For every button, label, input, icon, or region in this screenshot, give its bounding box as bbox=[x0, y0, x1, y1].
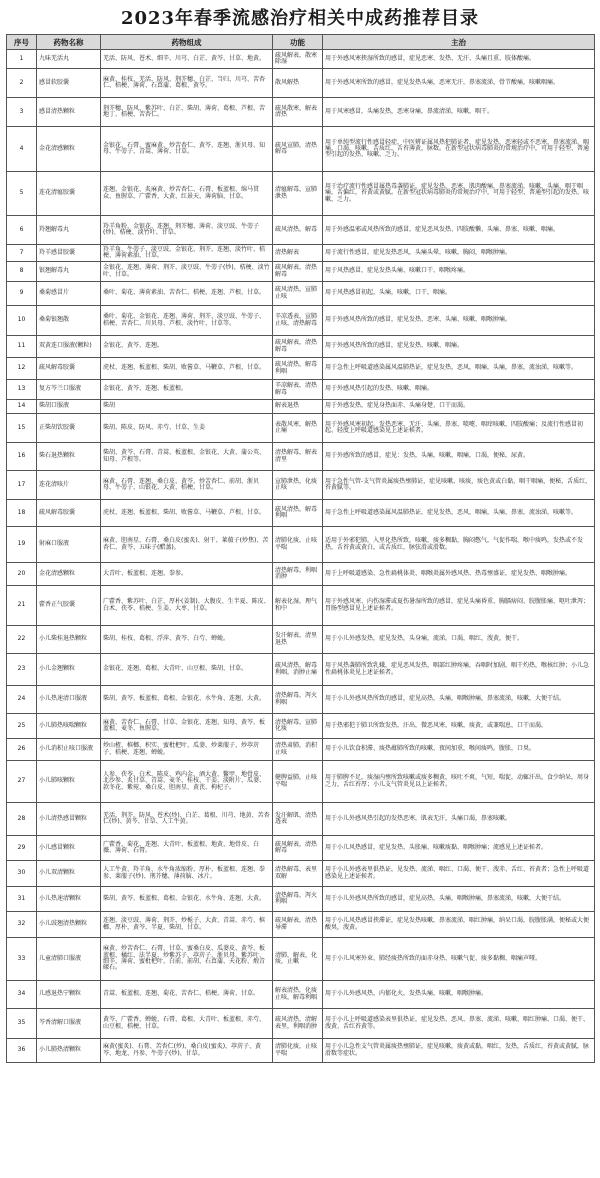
cell-function: 清瘟解毒，宣肺泄热 bbox=[273, 172, 323, 216]
cell-function: 表散风寒，解热止痛 bbox=[273, 414, 323, 443]
cell-indication: 用于小儿饮食积滞、痰热蕴肺所致的咳嗽、夜间加重，喉间痰鸣，腹胀，口臭。 bbox=[323, 739, 595, 761]
cell-composition: 广藿香、紫苏叶、白芷、厚朴(姜制)、大腹皮、生半夏、陈皮、白术、茯苓、桔梗、生姜、大枣、甘草。 bbox=[101, 586, 273, 626]
drug-table bbox=[6, 34, 595, 1063]
cell-function: 疏风清热，宣肺止咳 bbox=[273, 282, 323, 306]
cell-indication: 用于小儿外感风热所致的感冒，症见高热，头痛，咽喉肿痛，鼻塞流涕，咳嗽，大便干结。 bbox=[323, 686, 595, 714]
cell-name: 正柴胡饮胶囊 bbox=[37, 414, 101, 443]
cell-name: 九味羌活丸 bbox=[37, 50, 101, 69]
cell-indication: 用于小儿风热感冒，症见发热、头胀痛、咳嗽痰黏、咽喉肿痛；流感见上述证候者。 bbox=[323, 836, 595, 861]
cell-indication: 用于风热感冒初起，头痛，咳嗽，口干，咽痛。 bbox=[323, 282, 595, 306]
cell-indication: 用于治疗流行性感冒属热毒袭肺证，症见发热，恶寒，肌肉酸痛，鼻塞流涕，咳嗽，头痛，咽干咽痛，舌偏红，苔黄或黄腻。在新型冠状病毒肺炎的常规治疗中，可用于轻型、普通型引起的发热、咳嗽、乏力。 bbox=[323, 172, 595, 216]
cell-function: 清肺化痰，止咳平喘 bbox=[273, 527, 323, 563]
cell-no: 16 bbox=[7, 443, 37, 471]
cell-function: 疏风解表，清热解毒 bbox=[273, 336, 323, 358]
cell-indication: 用于外感风寒挟湿所致的感冒，症见恶寒、发热、无汗、头痛且重、肢体酸痛。 bbox=[323, 50, 595, 69]
table-row bbox=[7, 358, 595, 380]
table-row bbox=[7, 1009, 595, 1039]
cell-no: 29 bbox=[7, 836, 37, 861]
cell-name: 儿感退热宁颗粒 bbox=[37, 981, 101, 1009]
cell-composition: 人工牛黄、羚羊角、水牛角浓缩粉、厚朴、板蓝根、连翘、拳参、莱菔子(炒)、荆芥穗、薄荷脑、冰片。 bbox=[101, 861, 273, 887]
cell-no: 24 bbox=[7, 686, 37, 714]
header-function: 功能 bbox=[273, 35, 323, 50]
cell-function: 清肺化痰，止咳平喘 bbox=[273, 1039, 323, 1063]
cell-no: 23 bbox=[7, 654, 37, 686]
cell-indication: 用于小儿外感表里俱热证，见发热、流涕、咽红、口渴、便干、溲赤、舌红、苔黄者；急性上呼吸道感染见上述证候者。 bbox=[323, 861, 595, 887]
cell-indication: 适用于外邪犯肺，入里化热所致，咳嗽，痰多稠黏，胸闷憋气，气促作喘，喉中痰鸣，发热或不发热，舌苔黄或黄白，或舌质红，脉弦滑或滑数。 bbox=[323, 527, 595, 563]
cell-name: 小儿柴桂退热颗粒 bbox=[37, 626, 101, 654]
cell-name: 小儿肺咳颗粒 bbox=[37, 761, 101, 803]
table-row bbox=[7, 686, 595, 714]
cell-indication: 用于小儿风寒外束、肺经痰热所致的面赤身热、咳嗽气促、痰多黏稠、咽痛声哑。 bbox=[323, 938, 595, 981]
table-row bbox=[7, 527, 595, 563]
cell-composition: 桑叶、菊花、薄荷素油、苦杏仁、桔梗、连翘、芦根、甘草。 bbox=[101, 282, 273, 306]
cell-function: 解表化湿，理气和中 bbox=[273, 586, 323, 626]
cell-no: 1 bbox=[7, 50, 37, 69]
cell-no: 22 bbox=[7, 626, 37, 654]
table-row bbox=[7, 803, 595, 836]
cell-indication: 用于急性上呼吸道感染属风温肺热证，症见发热，恶风，咽痛，头痛，鼻塞，流浊涕，咳嗽等。 bbox=[323, 358, 595, 380]
table-row bbox=[7, 245, 595, 262]
cell-indication: 用于急性气管-支气管炎属痰热壅肺证，症见咳嗽，咳痰，痰色黄或白黏，咽干咽痛，便秘，舌质红，苔黄腻等。 bbox=[323, 471, 595, 500]
cell-indication: 用于流行性感冒，症见发热恶风，头痛头晕，咳嗽，胸闷，咽喉肿痛。 bbox=[323, 245, 595, 262]
cell-indication: 用于外感风寒、内伤湿滞或夏伤暑湿所致的感冒，症见头痛昏重、胸膈痞闷、脘腹胀痛、呕吐泄泻；胃肠型感冒见上述证候者。 bbox=[323, 586, 595, 626]
cell-function: 疏风解表，清热导滞 bbox=[273, 912, 323, 938]
cell-indication: 用于上呼吸道感染、急性扁桃体炎、咽喉炎属外感风热、热毒壅盛证，症见发热、咽喉肿痛。 bbox=[323, 563, 595, 586]
cell-name: 小儿热速清口服液 bbox=[37, 686, 101, 714]
cell-composition: 连翘、淡豆豉、薄荷、荆芥、炒栀子、大黄、青蒿、赤芍、槟榔、厚朴、黄芩、半夏、柴胡、甘草。 bbox=[101, 912, 273, 938]
cell-name: 金花清感颗粒 bbox=[37, 127, 101, 172]
cell-no: 4 bbox=[7, 127, 37, 172]
cell-composition: 金银花、连翘、葛根、大青叶、山豆根、柴胡、甘草。 bbox=[101, 654, 273, 686]
cell-composition: 柴胡、桂枝、葛根、浮萍、黄芩、白芍、蝉蜕。 bbox=[101, 626, 273, 654]
cell-no: 8 bbox=[7, 262, 37, 282]
cell-composition: 连翘、金银花、炙麻黄、炒苦杏仁、石膏、板蓝根、绵马贯众、鱼腥草、广藿香、大黄、红景天、薄荷脑、甘草。 bbox=[101, 172, 273, 216]
table-header-row bbox=[7, 35, 595, 50]
cell-name: 疏风解毒胶囊 bbox=[37, 500, 101, 527]
cell-function: 解表退热 bbox=[273, 400, 323, 414]
cell-no: 5 bbox=[7, 172, 37, 216]
document-title: 2023年春季流感治疗相关中成药推荐目录 bbox=[120, 8, 480, 29]
table-row bbox=[7, 836, 595, 861]
cell-function: 疏风散寒，解表清热 bbox=[273, 98, 323, 127]
table-row bbox=[7, 912, 595, 938]
cell-composition: 金银花、连翘、薄荷、荆芥、淡豆豉、牛蒡子(炒)、桔梗、淡竹叶、甘草。 bbox=[101, 262, 273, 282]
cell-composition: 荆芥穗、防风、紫苏叶、白芷、柴胡、薄荷、葛根、芦根、苦地丁、桔梗、苦杏仁。 bbox=[101, 98, 273, 127]
cell-name: 疏风解毒胶囊 bbox=[37, 358, 101, 380]
cell-function: 宣肺泄热，化痰止咳 bbox=[273, 471, 323, 500]
table-row bbox=[7, 861, 595, 887]
table-row bbox=[7, 1039, 595, 1063]
cell-composition: 羚羊角粉、金银花、连翘、荆芥穗、薄荷、淡豆豉、牛蒡子(炒)、桔梗、淡竹叶、甘草。 bbox=[101, 216, 273, 245]
cell-name: 小儿金翘颗粒 bbox=[37, 654, 101, 686]
cell-composition: 桑叶、菊花、金银花、连翘、薄荷、荆芥、淡豆豉、牛蒡子、桔梗、苦杏仁、川贝母、芦根、淡竹叶、甘草等。 bbox=[101, 306, 273, 336]
cell-indication: 用于小儿风热感冒挟滞证，症见发热咳嗽，鼻塞流涕，咽红肿痛，纳呆口渴，脘腹胀满，便秘或大便酸臭，溲黄。 bbox=[323, 912, 595, 938]
table-row bbox=[7, 761, 595, 803]
cell-function: 辛凉透表，宣肺止咳，清热解毒 bbox=[273, 306, 323, 336]
cell-function: 解表清热，化痰止咳，解毒利咽 bbox=[273, 981, 323, 1009]
cell-name: 感冒软胶囊 bbox=[37, 69, 101, 98]
cell-composition: 麻黄、炒苦杏仁、石膏、甘草、蜜桑白皮、瓜蒌皮、黄芩、板蓝根、橘红、法半夏、炒紫苏子、葶苈子、浙贝母、紫苏叶、细辛、薄荷、蜜枇杷叶、白前、前胡、石菖蒲、天花粉、煅青礞石。 bbox=[101, 938, 273, 981]
cell-composition: 金银花、黄芩、连翘、板蓝根。 bbox=[101, 380, 273, 400]
cell-indication: 用于小儿外感发热，症见发热，头身痛，流涕，口渴，咽红，溲黄，便干。 bbox=[323, 626, 595, 654]
cell-function: 清热解毒，泻火利咽 bbox=[273, 887, 323, 912]
cell-indication: 用于肺脾不足，痰湿内壅所致咳嗽或痰多稠黄，咳吐不爽，气短，喘促，动辄汗出，食少纳呆，周身乏力，舌红苔厚；小儿支气管炎见以上证候者。 bbox=[323, 761, 595, 803]
cell-name: 儿童清肺口服液 bbox=[37, 938, 101, 981]
header-no: 序号 bbox=[7, 35, 37, 50]
cell-indication: 用于外感风热所致的感冒，症见发热、恶寒、头痛、咳嗽、咽喉肿痛。 bbox=[323, 306, 595, 336]
table-row bbox=[7, 654, 595, 686]
table-row bbox=[7, 69, 595, 98]
cell-name: 银翘解毒丸 bbox=[37, 262, 101, 282]
table-row bbox=[7, 380, 595, 400]
cell-function: 清肺，解表，化痰，止嗽 bbox=[273, 938, 323, 981]
cell-name: 感冒清热颗粒 bbox=[37, 98, 101, 127]
cell-indication: 用于外感发热，症见身热面赤、头痛身楚、口干而渴。 bbox=[323, 400, 595, 414]
cell-composition: 麻黄、苦杏仁、石膏、甘草、金银花、连翘、知母、黄芩、板蓝根、麦冬、鱼腥草。 bbox=[101, 714, 273, 739]
table-row bbox=[7, 400, 595, 414]
cell-function: 疏风解表，清热解毒 bbox=[273, 262, 323, 282]
cell-name: 金花清感颗粒 bbox=[37, 563, 101, 586]
cell-composition: 羌活、防风、苍术、细辛、川芎、白芷、黄芩、甘草、地黄。 bbox=[101, 50, 273, 69]
cell-name: 连花清瘟胶囊 bbox=[37, 172, 101, 216]
cell-no: 36 bbox=[7, 1039, 37, 1063]
table-row bbox=[7, 172, 595, 216]
cell-indication: 用于风寒感冒，头痛发热，恶寒身痛，鼻流清涕，咳嗽，咽干。 bbox=[323, 98, 595, 127]
cell-no: 2 bbox=[7, 69, 37, 98]
cell-composition: 黄芩、广藿香、蝉蜕、石膏、葛根、大青叶、板蓝根、赤芍、山豆根、桔梗、甘草。 bbox=[101, 1009, 273, 1039]
cell-name: 复方芩兰口服液 bbox=[37, 380, 101, 400]
cell-composition: 炒山楂、槟榔、枳实、蜜枇杷叶、瓜蒌、炒莱菔子、炒葶苈子、桔梗、连翘、蝉蜕。 bbox=[101, 739, 273, 761]
cell-no: 19 bbox=[7, 527, 37, 563]
cell-function: 健脾益肺，止咳平喘 bbox=[273, 761, 323, 803]
table-row bbox=[7, 306, 595, 336]
cell-name: 小儿肺热咳喘颗粒 bbox=[37, 714, 101, 739]
cell-indication: 用于小儿外感风热，内郁化火，发热头痛，咳嗽，咽喉肿痛。 bbox=[323, 981, 595, 1009]
cell-no: 25 bbox=[7, 714, 37, 739]
cell-composition: 羚羊角、牛蒡子、淡豆豉、金银花、荆芥、连翘、淡竹叶、桔梗、薄荷素油、甘草。 bbox=[101, 245, 273, 262]
table-row bbox=[7, 887, 595, 912]
table-row bbox=[7, 739, 595, 761]
cell-no: 6 bbox=[7, 216, 37, 245]
cell-function: 疏风清热，解毒利咽 bbox=[273, 500, 323, 527]
cell-no: 9 bbox=[7, 282, 37, 306]
cell-function: 清热解毒，宣肺化痰 bbox=[273, 714, 323, 739]
table-row bbox=[7, 98, 595, 127]
table-row bbox=[7, 336, 595, 358]
cell-name: 小儿感冒颗粒 bbox=[37, 836, 101, 861]
cell-name: 桑菊银翘散 bbox=[37, 306, 101, 336]
cell-name: 小儿消积止咳口服液 bbox=[37, 739, 101, 761]
cell-function: 发汗解肌，清热透表 bbox=[273, 803, 323, 836]
cell-no: 35 bbox=[7, 1009, 37, 1039]
cell-indication: 用于外感温邪或风热所致的感冒，症见恶风发热、四肢酸懒、头痛、鼻塞、咳嗽、咽痛。 bbox=[323, 216, 595, 245]
cell-no: 28 bbox=[7, 803, 37, 836]
cell-no: 20 bbox=[7, 563, 37, 586]
cell-function: 清热解表 bbox=[273, 245, 323, 262]
table-row bbox=[7, 471, 595, 500]
table-row bbox=[7, 216, 595, 245]
cell-name: 藿香正气胶囊 bbox=[37, 586, 101, 626]
cell-no: 15 bbox=[7, 414, 37, 443]
table-row bbox=[7, 938, 595, 981]
cell-name: 射麻口服液 bbox=[37, 527, 101, 563]
cell-indication: 用于外感风热所致的感冒，症见发热、咳嗽、咽痛。 bbox=[323, 336, 595, 358]
cell-no: 21 bbox=[7, 586, 37, 626]
table-row bbox=[7, 626, 595, 654]
cell-indication: 用于小儿上呼吸道感染表里俱热证，症见发热、恶风、鼻塞、流涕、咳嗽、咽红肿痛、口渴、便干、溲黄、舌红苔黄等。 bbox=[323, 1009, 595, 1039]
cell-composition: 麻黄、胆南星、石膏、桑白皮(蜜炙)、射干、莱菔子(炒焦)、苦杏仁、黄芩、五味子(醋蒸)。 bbox=[101, 527, 273, 563]
cell-composition: 柴胡、陈皮、防风、赤芍、甘草、生姜 bbox=[101, 414, 273, 443]
cell-name: 小儿热速清颗粒 bbox=[37, 887, 101, 912]
table-row bbox=[7, 50, 595, 69]
cell-name: 柴胡口服液 bbox=[37, 400, 101, 414]
table-row bbox=[7, 127, 595, 172]
cell-indication: 用于小儿外感风热所致的感冒，症见高热，头痛，咽喉肿痛，鼻塞流涕，咳嗽，大便干结。 bbox=[323, 887, 595, 912]
cell-function: 清热解毒，表里双解 bbox=[273, 861, 323, 887]
table-row bbox=[7, 981, 595, 1009]
header-name: 药物名称 bbox=[37, 35, 101, 50]
cell-composition: 人参、茯苓、白术、陈皮、鸡内金、酒大黄、鳖甲、地骨皮、北沙参、炙甘草、青蒿、麦冬、桂枝、干姜、淡附片、瓜蒌、款冬花、紫菀、桑白皮、胆南星、黄芪、枸杞子。 bbox=[101, 761, 273, 803]
table-row bbox=[7, 262, 595, 282]
cell-function: 散风解热 bbox=[273, 69, 323, 98]
cell-function: 清热解毒，利咽消肿 bbox=[273, 563, 323, 586]
cell-no: 33 bbox=[7, 938, 37, 981]
cell-name: 芩香清解口服液 bbox=[37, 1009, 101, 1039]
cell-composition: 金银花、黄芩、连翘。 bbox=[101, 336, 273, 358]
cell-no: 7 bbox=[7, 245, 37, 262]
cell-no: 26 bbox=[7, 739, 37, 761]
cell-no: 13 bbox=[7, 380, 37, 400]
cell-composition: 柴胡 bbox=[101, 400, 273, 414]
cell-name: 小儿双清颗粒 bbox=[37, 861, 101, 887]
cell-function: 疏风清热，清解表里，利咽消肿 bbox=[273, 1009, 323, 1039]
cell-indication: 用于外感所致的感冒，症见：发热，头痛，咳嗽，咽痛，口渴，便秘，尿黄。 bbox=[323, 443, 595, 471]
cell-composition: 柴胡、黄芩、石膏、青蒿、板蓝根、金银花、大黄、蒲公英、知母、芦根等。 bbox=[101, 443, 273, 471]
cell-no: 3 bbox=[7, 98, 37, 127]
cell-composition: 羌活、荆芥、防风、苍术(炒)、白芷、葛根、川芎、地黄、苦杏仁(炒)、黄芩、甘草、人工牛黄。 bbox=[101, 803, 273, 836]
cell-function: 疏风清热，解毒利咽，消肿止痛 bbox=[273, 654, 323, 686]
cell-no: 32 bbox=[7, 912, 37, 938]
cell-name: 桑菊感冒片 bbox=[37, 282, 101, 306]
cell-name: 小儿清热感冒颗粒 bbox=[37, 803, 101, 836]
cell-no: 14 bbox=[7, 400, 37, 414]
cell-indication: 用于风热感冒，症见发热头痛、咳嗽口干、咽喉疼痛。 bbox=[323, 262, 595, 282]
cell-function: 疏风清热，解毒利咽 bbox=[273, 358, 323, 380]
cell-no: 31 bbox=[7, 887, 37, 912]
cell-composition: 大青叶、板蓝根、连翘、拳参。 bbox=[101, 563, 273, 586]
cell-composition: 广藿香、菊花、连翘、大青叶、板蓝根、地黄、地骨皮、白薇、薄荷、石膏。 bbox=[101, 836, 273, 861]
cell-indication: 用于急性上呼吸道感染属风温肺热证，症见发热，恶风，咽痛，头痛，鼻塞，流浊涕，咳嗽等。 bbox=[323, 500, 595, 527]
cell-no: 12 bbox=[7, 358, 37, 380]
cell-function: 清热肃肺，消积止咳 bbox=[273, 739, 323, 761]
cell-no: 10 bbox=[7, 306, 37, 336]
cell-indication: 用于外感风热引起的发热、咳嗽、咽痛。 bbox=[323, 380, 595, 400]
cell-function: 发汗解表，清里退热 bbox=[273, 626, 323, 654]
cell-no: 34 bbox=[7, 981, 37, 1009]
cell-name: 柴石退热颗粒 bbox=[37, 443, 101, 471]
cell-composition: 虎杖、连翘、板蓝根、柴胡、败酱草、马鞭草、芦根、甘草。 bbox=[101, 500, 273, 527]
table-row bbox=[7, 443, 595, 471]
cell-no: 17 bbox=[7, 471, 37, 500]
cell-name: 双黄连口服液(颗粒) bbox=[37, 336, 101, 358]
header-indication: 主治 bbox=[323, 35, 595, 50]
cell-function: 清热解毒，泻火利咽 bbox=[273, 686, 323, 714]
cell-no: 18 bbox=[7, 500, 37, 527]
cell-function: 辛凉解表，清热解毒 bbox=[273, 380, 323, 400]
cell-composition: 青蒿、板蓝根、连翘、菊花、苦杏仁、桔梗、薄荷、甘草。 bbox=[101, 981, 273, 1009]
cell-indication: 用于热邪犯于肺卫所致发热，汗出，微恶风寒，咳嗽，痰黄，或兼喘息，口干而渴。 bbox=[323, 714, 595, 739]
cell-indication: 用于外感风寒所致的感冒，症见发热头痛，恶寒无汗，鼻塞流涕，骨节酸痛，咳嗽咽痛。 bbox=[323, 69, 595, 98]
cell-composition: 虎杖、连翘、板蓝根、柴胡、败酱草、马鞭草、芦根、甘草。 bbox=[101, 358, 273, 380]
cell-composition: 柴胡、黄芩、板蓝根、葛根、金银花、水牛角、连翘、大黄。 bbox=[101, 686, 273, 714]
table-row bbox=[7, 714, 595, 739]
cell-no: 27 bbox=[7, 761, 37, 803]
cell-composition: 麻黄、桂枝、羌活、防风、荆芥穗、白芷、当归、川芎、苦杏仁、桔梗、薄荷、石菖蒲、葛根、黄芩。 bbox=[101, 69, 273, 98]
table-row bbox=[7, 282, 595, 306]
cell-function: 清热解毒，解表清里 bbox=[273, 443, 323, 471]
cell-function: 疏风宣肺，清热解毒 bbox=[273, 127, 323, 172]
table-row bbox=[7, 500, 595, 527]
cell-no: 30 bbox=[7, 861, 37, 887]
cell-composition: 麻黄、石膏、连翘、桑白皮、黄芩、炒苦杏仁、前胡、浙贝母、牛蒡子、山银花、大黄、桔梗、甘草。 bbox=[101, 471, 273, 500]
cell-indication: 用于风热袭肺所致乳蛾，症见恶风发热，咽部红肿疼痛，吞咽时加剧，咽干灼热，喉核红肿；小儿急性扁桃体炎见上述证候者。 bbox=[323, 654, 595, 686]
table-body bbox=[7, 50, 595, 1063]
cell-no: 11 bbox=[7, 336, 37, 358]
table-row bbox=[7, 563, 595, 586]
cell-function: 疏风解表，清热解毒 bbox=[273, 836, 323, 861]
cell-function: 疏风解表，散寒除湿 bbox=[273, 50, 323, 69]
cell-composition: 金银花、石膏、蜜麻黄、炒苦杏仁、黄芩、连翘、浙贝母、知母、牛蒡子、青蒿、薄荷、甘草。 bbox=[101, 127, 273, 172]
cell-composition: 柴胡、黄芩、板蓝根、葛根、金银花、水牛角、连翘、大黄。 bbox=[101, 887, 273, 912]
cell-indication: 用于小儿外感风热引起的发热恶寒，肌表无汗，头痛口渴，鼻塞咳嗽。 bbox=[323, 803, 595, 836]
cell-composition: 麻黄(蜜炙)、石膏、苦杏仁(炒)、桑白皮(蜜炙)、葶苈子、黄芩、地龙、丹参、牛蒡子(炒)、甘草。 bbox=[101, 1039, 273, 1063]
cell-indication: 用于单纯型流行性感冒轻症，中医辨证属风热犯肺证者，症见发热，恶寒轻或不恶寒，鼻塞流涕，咽痛，口渴，咳嗽，舌质红，舌苔薄黄，脉数。在新型冠状病毒肺炎的常规治疗中，可用于轻型、普通型引起的发热、咳嗽、乏力。 bbox=[323, 127, 595, 172]
cell-function: 疏风清热，解毒 bbox=[273, 216, 323, 245]
header-composition: 药物组成 bbox=[101, 35, 273, 50]
cell-name: 小儿豉翘清热颗粒 bbox=[37, 912, 101, 938]
table-row bbox=[7, 586, 595, 626]
cell-name: 羚翘解毒丸 bbox=[37, 216, 101, 245]
cell-indication: 用于小儿急性支气管炎属痰热壅肺证，症见咳嗽，痰黄或黏，咽红，发热，舌质红，苔黄或黄腻，脉滑数等症状。 bbox=[323, 1039, 595, 1063]
table-row bbox=[7, 414, 595, 443]
cell-name: 羚羊感冒胶囊 bbox=[37, 245, 101, 262]
cell-name: 连花清咳片 bbox=[37, 471, 101, 500]
cell-name: 小儿肺热清颗粒 bbox=[37, 1039, 101, 1063]
cell-indication: 用于外感风寒初起，发热恶寒、无汗、头痛、鼻塞、喷嚏、咽痒咳嗽、四肢酸痛；及流行性感冒初起、轻度上呼吸道感染见上述证候者。 bbox=[323, 414, 595, 443]
